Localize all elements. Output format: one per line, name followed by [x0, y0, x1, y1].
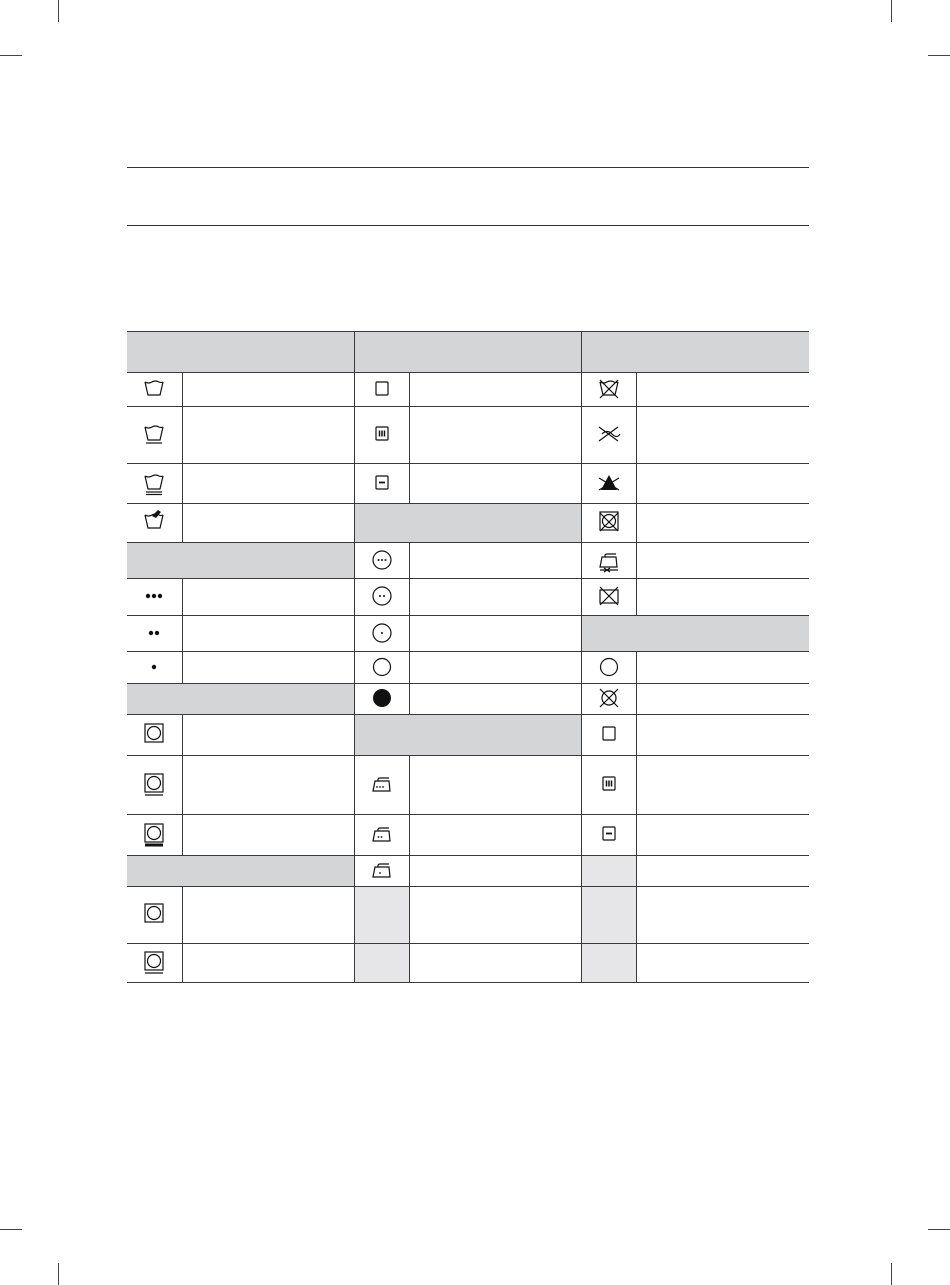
empty-circle-icon — [369, 655, 395, 681]
symbol-cell — [354, 543, 409, 579]
symbol-description — [182, 407, 354, 464]
column-header — [354, 332, 581, 373]
symbol-cell — [127, 815, 182, 856]
symbol-description — [182, 887, 354, 944]
table-row — [127, 504, 809, 543]
do-not-dry-clean-box-icon — [596, 584, 622, 610]
table-row — [127, 579, 809, 616]
symbol-cell — [354, 684, 409, 715]
table-row — [127, 887, 809, 944]
tumble-dry-icon — [141, 902, 167, 928]
symbol-cell — [581, 715, 636, 756]
symbol-description — [409, 407, 581, 464]
symbol-cell — [127, 652, 182, 684]
do-not-tumble-dry-icon — [596, 510, 622, 536]
crop-mark — [0, 1229, 22, 1230]
crop-mark — [891, 1263, 892, 1285]
symbol-cell — [127, 464, 182, 504]
washtub-icon — [141, 377, 167, 403]
table-row — [127, 407, 809, 464]
iron-two-dots-icon — [369, 822, 395, 848]
tumble-dry-one-bar-icon — [141, 950, 167, 976]
washtub-two-bars-icon — [141, 471, 167, 497]
symbol-description — [409, 579, 581, 616]
symbol-cell — [354, 579, 409, 616]
section-subheading — [354, 715, 581, 756]
hand-wash-icon — [141, 510, 167, 536]
symbol-description — [636, 856, 809, 887]
symbol-cell — [354, 944, 409, 983]
iron-three-dots-icon — [369, 772, 395, 798]
symbol-cell — [581, 504, 636, 543]
symbol-description — [409, 887, 581, 944]
symbol-description — [636, 715, 809, 756]
circle-one-dot-icon — [369, 621, 395, 647]
crop-mark — [0, 55, 22, 56]
symbol-cell — [581, 856, 636, 887]
symbol-description — [636, 815, 809, 856]
symbol-description — [409, 543, 581, 579]
symbol-description — [182, 652, 354, 684]
symbol-cell — [581, 756, 636, 815]
crop-mark — [58, 0, 59, 22]
symbol-cell — [354, 616, 409, 652]
do-not-dry-clean-icon — [596, 686, 622, 712]
table-row — [127, 684, 809, 715]
section-subheading — [354, 504, 581, 543]
care-symbols-table — [127, 331, 809, 983]
crop-mark — [58, 1263, 59, 1285]
two-dots-icon — [141, 621, 167, 647]
symbol-cell — [127, 579, 182, 616]
table-row — [127, 944, 809, 983]
symbol-cell — [127, 715, 182, 756]
symbol-cell — [581, 652, 636, 684]
symbol-description — [182, 616, 354, 652]
symbol-cell — [354, 887, 409, 944]
symbol-cell — [354, 756, 409, 815]
symbol-description — [409, 652, 581, 684]
symbol-cell — [127, 944, 182, 983]
section-subheading — [127, 856, 354, 887]
symbol-description — [636, 944, 809, 983]
circle-three-dots-icon — [369, 548, 395, 574]
symbol-description — [182, 715, 354, 756]
symbol-cell — [581, 579, 636, 616]
square-symbol-icon — [369, 377, 395, 403]
symbol-description — [182, 464, 354, 504]
section-subheading — [581, 616, 809, 652]
table-row — [127, 652, 809, 684]
symbol-description — [636, 579, 809, 616]
symbol-cell — [354, 652, 409, 684]
symbol-cell — [581, 543, 636, 579]
square-minus-icon — [596, 822, 622, 848]
symbol-cell — [581, 815, 636, 856]
crop-mark — [928, 55, 950, 56]
do-not-wring-icon — [596, 422, 622, 448]
section-subheading — [127, 684, 354, 715]
section-subheading — [127, 543, 354, 579]
column-header — [581, 332, 809, 373]
symbol-description — [636, 887, 809, 944]
do-not-bleach-icon — [596, 471, 622, 497]
three-dots-icon — [141, 584, 167, 610]
iron-one-dot-icon — [369, 858, 395, 884]
symbol-cell — [127, 887, 182, 944]
symbol-description — [409, 464, 581, 504]
symbol-cell — [581, 887, 636, 944]
do-not-wash-icon — [596, 377, 622, 403]
column-header — [127, 332, 354, 373]
symbol-description — [636, 373, 809, 407]
header-rule-bottom — [127, 225, 809, 226]
symbol-description — [182, 944, 354, 983]
symbol-description — [636, 652, 809, 684]
symbol-description — [182, 815, 354, 856]
table-row — [127, 616, 809, 652]
symbol-description — [182, 504, 354, 543]
symbol-cell — [127, 407, 182, 464]
symbol-description — [182, 579, 354, 616]
symbol-description — [182, 756, 354, 815]
symbol-cell — [127, 756, 182, 815]
symbol-description — [636, 407, 809, 464]
symbol-description — [636, 464, 809, 504]
symbol-cell — [581, 407, 636, 464]
table-row — [127, 815, 809, 856]
square-symbol-icon — [596, 722, 622, 748]
symbol-description — [409, 815, 581, 856]
symbol-cell — [581, 944, 636, 983]
symbol-description — [409, 616, 581, 652]
circle-two-dots-icon — [369, 584, 395, 610]
symbol-description — [409, 944, 581, 983]
do-not-iron-steam-icon — [596, 548, 622, 574]
symbol-cell — [127, 616, 182, 652]
crop-mark — [891, 0, 892, 22]
crop-mark — [928, 1229, 950, 1230]
table-row — [127, 715, 809, 756]
symbol-cell — [581, 373, 636, 407]
square-three-lines-icon — [596, 772, 622, 798]
washtub-one-bar-icon — [141, 422, 167, 448]
symbol-cell — [354, 407, 409, 464]
tumble-dry-bold-bar-icon — [141, 822, 167, 848]
tumble-dry-icon — [141, 722, 167, 748]
table-row — [127, 373, 809, 407]
symbol-description — [409, 856, 581, 887]
symbol-cell — [581, 464, 636, 504]
symbol-description — [409, 373, 581, 407]
symbol-description — [636, 756, 809, 815]
square-three-lines-icon — [369, 422, 395, 448]
section-heading — [127, 168, 809, 225]
symbol-cell — [354, 856, 409, 887]
symbol-cell — [127, 504, 182, 543]
symbol-description — [636, 684, 809, 715]
symbol-description — [409, 756, 581, 815]
symbol-cell — [354, 373, 409, 407]
tumble-dry-one-bar-icon — [141, 772, 167, 798]
table-row — [127, 543, 809, 579]
table-row — [127, 856, 809, 887]
table-row — [127, 756, 809, 815]
symbol-cell — [581, 684, 636, 715]
one-dot-icon — [141, 655, 167, 681]
symbol-cell — [354, 464, 409, 504]
table-row — [127, 464, 809, 504]
empty-circle-icon — [596, 655, 622, 681]
symbol-description — [182, 373, 354, 407]
symbol-description — [409, 684, 581, 715]
symbol-description — [636, 543, 809, 579]
square-minus-icon — [369, 471, 395, 497]
symbol-description — [636, 504, 809, 543]
symbol-cell — [127, 373, 182, 407]
symbol-cell — [354, 815, 409, 856]
filled-circle-icon — [369, 686, 395, 712]
